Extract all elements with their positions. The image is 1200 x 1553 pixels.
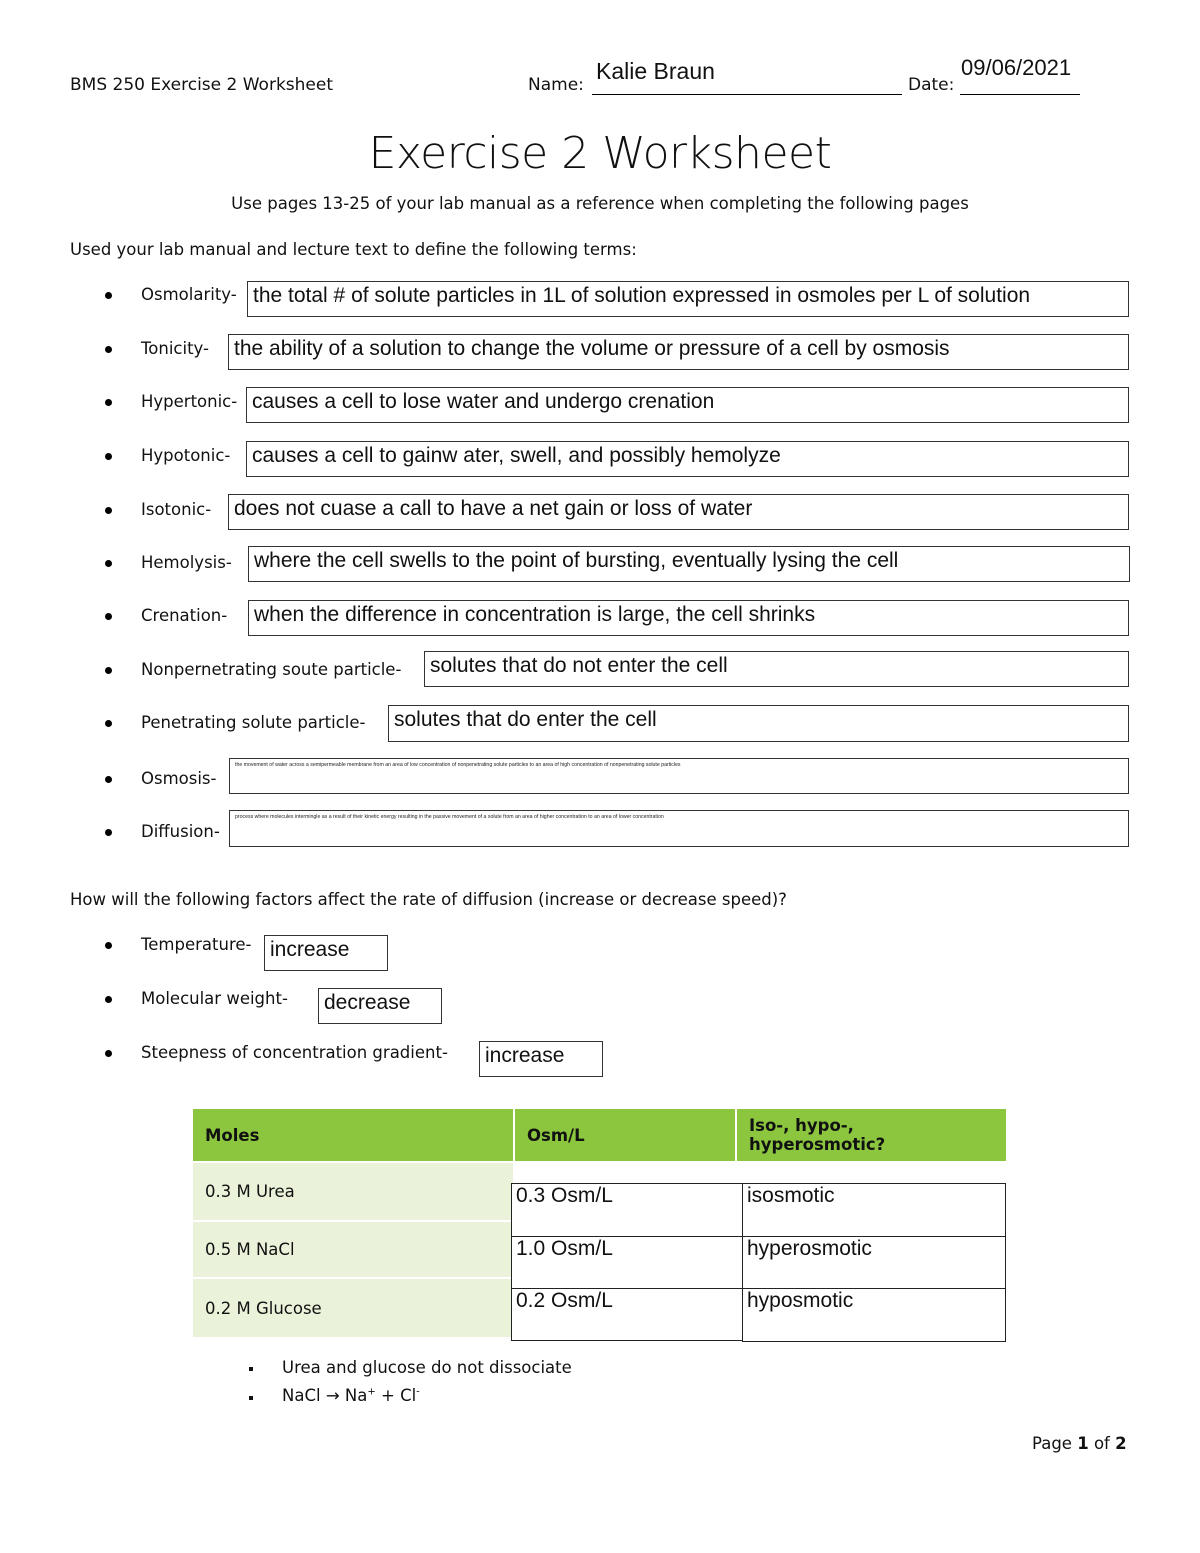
term-label: Osmolarity- (141, 285, 237, 304)
table-header-row (193, 1109, 1006, 1161)
term-label: Tonicity- (141, 339, 209, 358)
nacl-type-answer[interactable]: hyperosmotic (742, 1236, 1006, 1289)
date-underline (960, 94, 1080, 95)
bullet (105, 776, 112, 783)
urea-type-answer[interactable]: isosmotic (742, 1183, 1006, 1237)
definitions-prompt: Used your lab manual and lecture text to define the following terms: (70, 240, 637, 259)
note-cl: + Cl (375, 1386, 417, 1405)
bullet (105, 399, 112, 406)
bullet (105, 346, 112, 353)
term-label: Crenation- (141, 606, 228, 625)
molecular-weight-answer[interactable]: decrease (318, 988, 442, 1024)
crenation-answer[interactable]: when the difference in concentration is large, the cell shrinks (248, 600, 1129, 636)
name-field[interactable]: Kalie Braun (596, 58, 715, 84)
table-header: Moles (193, 1109, 513, 1161)
isotonic-answer[interactable]: does not cuase a call to have a net gain or loss of water (228, 494, 1129, 530)
term-label: Diffusion- (141, 822, 220, 841)
factors-prompt: How will the following factors affect the rate of diffusion (increase or decrease speed)? (70, 890, 787, 909)
date-field[interactable]: 09/06/2021 (961, 55, 1072, 80)
term-label: Osmosis- (141, 769, 217, 788)
note-nacl (282, 1386, 420, 1405)
table-header: Iso-, hypo-, hyperosmotic? (737, 1109, 1006, 1161)
hypotonic-answer[interactable]: causes a cell to gainw ater, swell, and possibly hemolyze (246, 441, 1129, 477)
table-header: Osm/L (515, 1109, 735, 1161)
term-label: Nonpernetrating soute particle- (141, 660, 402, 679)
page-subtitle: Use pages 13-25 of your lab manual as a reference when completing the following pages (231, 194, 969, 213)
name-underline (592, 94, 902, 95)
osmosis-answer[interactable]: the movement of water across a semipermeable membrane from an area of low concentration of nonpenetrating solute particles to an area of high concentration of nonpenetrating solute particles (229, 758, 1129, 794)
hemolysis-answer[interactable]: where the cell swells to the point of bursting, eventually lysing the cell (248, 546, 1130, 582)
page-label: Page (1032, 1434, 1072, 1453)
factor-label: Temperature- (141, 935, 252, 954)
bullet (105, 613, 112, 620)
course-header: BMS 250 Exercise 2 Worksheet (70, 75, 334, 95)
page-total: 2 (1115, 1434, 1127, 1453)
bullet (249, 1367, 253, 1371)
nacl-osm-answer[interactable]: 1.0 Osm/L (511, 1236, 743, 1289)
moles-cell: 0.3 M Urea (193, 1163, 513, 1220)
note-nacl-formula: NaCl (282, 1386, 321, 1405)
note-dissociation: Urea and glucose do not dissociate (282, 1358, 572, 1377)
term-label: Hemolysis- (141, 553, 232, 572)
name-label: Name: (528, 75, 584, 95)
bullet (105, 720, 112, 727)
date-label: Date: (908, 75, 955, 95)
bullet (105, 560, 112, 567)
bullet (105, 942, 112, 949)
tonicity-answer[interactable]: the ability of a solution to change the volume or pressure of a cell by osmosis (228, 334, 1129, 370)
osmolarity-answer[interactable]: the total # of solute particles in 1L of solution expressed in osmoles per L of solution (247, 281, 1129, 317)
bullet (105, 996, 112, 1003)
temperature-answer[interactable]: increase (264, 935, 388, 971)
penetrating-answer[interactable]: solutes that do enter the cell (388, 705, 1129, 742)
moles-cell: 0.2 M Glucose (193, 1279, 513, 1337)
bullet (249, 1396, 253, 1400)
page-current: 1 (1077, 1434, 1089, 1453)
term-label: Isotonic- (141, 500, 212, 519)
term-label: Penetrating solute particle- (141, 713, 366, 732)
moles-cell: 0.5 M NaCl (193, 1222, 513, 1277)
diffusion-answer[interactable]: process where molecules intermingle as a result of their kinetic energy resulting in the passive movement of a solute from an area of higher concentration to an area of lower concentration (229, 810, 1129, 847)
term-label: Hypotonic- (141, 446, 231, 465)
urea-osm-answer[interactable]: 0.3 Osm/L (511, 1183, 743, 1237)
page-of: of (1093, 1434, 1110, 1453)
glucose-osm-answer[interactable]: 0.2 Osm/L (511, 1288, 743, 1341)
term-label: Hypertonic- (141, 392, 238, 411)
nonpenetrating-answer[interactable]: solutes that do not enter the cell (424, 651, 1129, 687)
bullet (105, 292, 112, 299)
factor-label: Molecular weight- (141, 989, 288, 1008)
bullet (105, 507, 112, 514)
arrow-icon: → (325, 1386, 340, 1405)
bullet (105, 667, 112, 674)
bullet (105, 1050, 112, 1057)
gradient-answer[interactable]: increase (479, 1041, 603, 1077)
note-na: Na (344, 1386, 368, 1405)
hypertonic-answer[interactable]: causes a cell to lose water and undergo crenation (246, 387, 1129, 423)
note-na-charge: + (367, 1386, 376, 1398)
page-number (1032, 1434, 1127, 1453)
page-title: Exercise 2 Worksheet (368, 128, 832, 179)
glucose-type-answer[interactable]: hyposmotic (742, 1288, 1006, 1342)
bullet (105, 453, 112, 460)
factor-label: Steepness of concentration gradient- (141, 1043, 448, 1062)
note-cl-charge: - (416, 1386, 420, 1398)
bullet (105, 829, 112, 836)
